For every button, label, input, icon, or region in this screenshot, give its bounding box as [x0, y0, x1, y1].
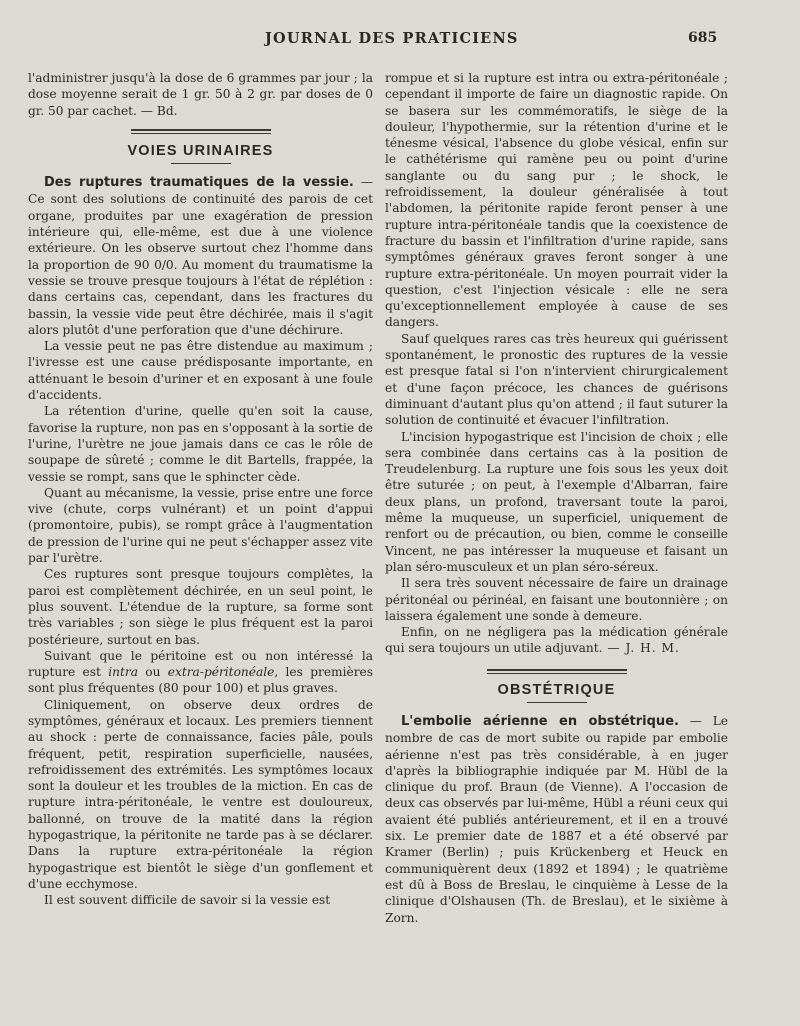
peritoine-text-a: Suivant que le péritoine est ou non intéressé la rupture est — [28, 648, 373, 680]
section-rule-obstetrique — [385, 669, 728, 674]
section-rule — [28, 129, 373, 134]
section-underline-2 — [527, 702, 587, 703]
peritoine-text-b: ou — [137, 665, 168, 680]
author-signature: — J. H. M. — [602, 641, 680, 656]
paragraph-pronostic: Sauf quelques rares cas très heureux qui guérissent spontanément, le pronostic des ruptures de la vessie est presque fatal si l'on n'intervient chirurgicalement et d'une façon précoce, les chances de guérisons diminuant d'autant plus qu'on attend ; il faut suturer la solution de continuité et évacuer l'infiltration. — [385, 331, 728, 428]
paragraph-peritoine — [28, 648, 373, 697]
peritoine-extra: extra-péritonéale — [167, 665, 275, 680]
journal-title: JOURNAL DES PRATICIENS — [265, 30, 519, 47]
peritoine-text-c: , les premières sont plus fréquentes (80 pour 100) et plus graves. — [28, 665, 373, 696]
section-rule-thin — [131, 133, 271, 134]
section-title-voies-urinaires: VOIES URINAIRES — [127, 142, 274, 159]
conclusion-text: Enfin, on ne négligera pas la médication générale qui sera toujours un utile adjuvant. — [385, 625, 728, 656]
section-underline — [171, 163, 231, 164]
paragraph-diagnostic: rompue et si la rupture est intra ou extra-péritonéale ; cependant il importe de faire un diagnostic rapide. On se basera sur les commémoratifs, le siège de la douleur, l'hypothermie, sur la rétention d'urine et le ténesme vésical, l'absence du globe vésical, enfin sur le cathétérisme qui ramène peu ou point d'urine sanglante ou du sang pur ; le shock, le refroidissement, la douleur généralisée à tout l'abdomen, la péritonite rapide feront penser à une rupture intra-péritonéale tandis que la coexistence de fracture du bassin et l'infiltration d'urine rapide, sans symptômes généraux graves feront songer à une rupture extra-péritonéale. Un moyen pourrait vider la question, c'est l'injection vésicale : elle ne sera qu'exceptionnellement employée à cause de ses dangers. — [385, 71, 728, 330]
paragraph-cliniquement: Cliniquement, on observe deux ordres de symptômes, généraux et locaux. Les premiers tiennent au shock : perte de connaissance, facies pâle, pouls fréquent, petit, respiration superficielle, nausées, refroidissement des extrémités. Les symptômes locaux sont la douleur et les troubles de la miction. En cas de rupture intra-péritonéale, le ventre est douloureux, ballonné, on trouve de la matité dans la région hypogastrique, la péritonite ne tarde pas à se déclarer. Dans la rupture extra-péritonéale la région hypogastrique est bientôt le siège d'un gonflement et d'une ecchymose. — [28, 697, 373, 891]
running-head — [0, 30, 800, 52]
article-lead-embolie — [385, 713, 728, 926]
paragraph-ruptures-completes: Ces ruptures sont presque toujours complètes, la paroi est complètement déchirée, en un seul point, le plus souvent. L'étendue de la rupture, sa forme sont très variables ; son siège le plus fréquent est la paroi postérieure, surtout en bas. — [28, 567, 373, 647]
article-title-ruptures: Des ruptures traumatiques de la vessie. — [44, 175, 354, 191]
section-rule-thick-2 — [487, 669, 627, 671]
carryover-paragraph: l'administrer jusqu'à la dose de 6 grammes par jour ; la dose moyenne serait de 1 gr. 50 à 2 gr. par doses de 0 gr. 50 par cachet. — Bd. — [28, 71, 373, 118]
article-lead-embolie-text: — Le nombre de cas de mort subite ou rapide par embolie aérienne n'est pas très considérable, à en juger d'après la bibliographie indiquée par M. Hübl de la clinique du prof. Braun (de Vienne). A l'occasion de deux cas observés par lui-même, Hübl a réuni ceux qui avaient été publiés antérieurement, et il en a trouvé six. Le premier date de 1887 et a été observé par Kramer (Berlin) ; puis Krückenberg et Heuck en communiquèrent deux (1892 et 1894) ; le quatrième est dû à Boss de Breslau, le cinquième à Lesse de la clinique d'Olshausen (Th. de Breslau), et le sixième à Zorn. — [385, 713, 728, 925]
article-lead-text: — Ce sont des solutions de continuité des parois de cet organe, produites par une exagération de pression intérieure qui, elle-même, est due à une violence extérieure. On les observe surtout chez l'homme dans la proportion de 90 0/0. Au moment du traumatisme la vessie se trouve presque toujours à l'état de réplétion : dans certains cas, cependant, dans les fractures du bassin, la vessie vide peut être déchirée, mais il s'agit alors plutôt d'une perforation que d'une déchirure. — [28, 175, 373, 337]
right-column — [385, 70, 728, 926]
paragraph-retention: La rétention d'urine, quelle qu'en soit la cause, favorise la rupture, non pas en s'opposant à la sortie de l'urine, l'urètre ne joue jamais dans ce cas le rôle de soupape de sûreté ; comme le dit Bartells, frappée, la vessie se rompt, sans que le sphincter cède. — [28, 404, 373, 484]
paragraph-conclusion — [385, 624, 728, 657]
section-title-obstetrique: OBSTÉTRIQUE — [497, 681, 616, 698]
page-number: 685 — [688, 30, 718, 46]
left-column — [28, 70, 373, 909]
article-title-embolie: L'embolie aérienne en obstétrique. — [401, 713, 679, 729]
article-lead-paragraph — [28, 174, 373, 338]
paragraph-difficile: Il est souvent difficile de savoir si la vessie est — [44, 893, 331, 908]
section-rule-thick — [131, 129, 271, 131]
section-rule-thin-2 — [487, 673, 627, 674]
paragraph-vessie-distendue: La vessie peut ne pas être distendue au maximum ; l'ivresse est une cause prédisposante importante, en atténuant le besoin d'uriner et en exposant à une foule d'accidents. — [28, 339, 373, 403]
paragraph-mecanisme: Quant au mécanisme, la vessie, prise entre une force vive (chute, corps vulnérant) et un point d'appui (promontoire, pubis), se rompt grâce à l'augmentation de pression de l'urine qui ne peut s'échapper assez vite par l'urètre. — [28, 485, 373, 566]
peritoine-intra: intra — [108, 665, 138, 680]
paragraph-drainage: Il sera très souvent nécessaire de faire un drainage péritonéal ou périnéal, en faisant une boutonnière ; on laissera également une sonde à demeure. — [385, 576, 728, 623]
paragraph-incision: L'incision hypogastrique est l'incision de choix ; elle sera combinée dans certains cas à la position de Treudelenburg. La rupture une fois sous les yeux doit être suturée ; on peut, à l'exemple d'Albarran, faire deux plans, un profond, traversant toute la paroi, même la muqueuse, un superficiel, uniquement de renfort ou de précaution, ou bien, comme le conseille Vincent, ne pas intéresser la muqueuse et faisant un plan séro-musculeux et un plan séro-séreux. — [385, 429, 728, 574]
